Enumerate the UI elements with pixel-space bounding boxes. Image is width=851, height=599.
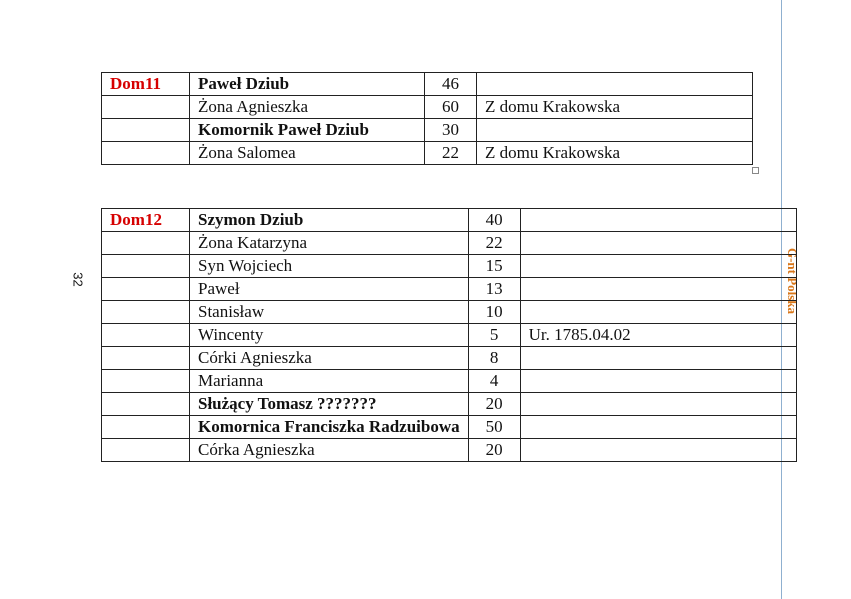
name-cell: Córka Agnieszka — [190, 439, 469, 462]
house-cell: Dom11 — [102, 73, 190, 96]
name-cell: Paweł — [190, 278, 469, 301]
house-cell — [102, 347, 190, 370]
table-row — [102, 324, 797, 347]
age-cell: 60 — [425, 96, 477, 119]
name-cell: Komornik Paweł Dziub — [190, 119, 425, 142]
table-row — [102, 301, 797, 324]
table-row — [102, 347, 797, 370]
age-cell: 5 — [468, 324, 520, 347]
age-cell: 10 — [468, 301, 520, 324]
table-row — [102, 416, 797, 439]
house-cell — [102, 232, 190, 255]
note-cell: Ur. 1785.04.02 — [520, 324, 796, 347]
house-cell — [102, 142, 190, 165]
age-cell: 46 — [425, 73, 477, 96]
age-cell: 15 — [468, 255, 520, 278]
note-cell — [520, 278, 796, 301]
note-cell — [477, 73, 753, 96]
note-cell — [520, 255, 796, 278]
age-cell: 22 — [425, 142, 477, 165]
side-label: G-nt Polska — [785, 247, 800, 315]
name-cell: Żona Katarzyna — [190, 232, 469, 255]
house-cell — [102, 96, 190, 119]
note-cell — [520, 232, 796, 255]
table-resize-handle[interactable] — [752, 167, 759, 174]
name-cell: Komornica Franciszka Radzuibowa — [190, 416, 469, 439]
table-row — [102, 73, 753, 96]
house-cell: Dom12 — [102, 209, 190, 232]
table-row — [102, 209, 797, 232]
name-cell: Żona Agnieszka — [190, 96, 425, 119]
note-cell — [477, 119, 753, 142]
house-cell — [102, 439, 190, 462]
age-cell: 22 — [468, 232, 520, 255]
household-table-1 — [101, 72, 753, 165]
age-cell: 40 — [468, 209, 520, 232]
name-cell: Paweł Dziub — [190, 73, 425, 96]
table-row — [102, 142, 753, 165]
note-cell — [520, 209, 796, 232]
age-cell: 30 — [425, 119, 477, 142]
table-row — [102, 232, 797, 255]
note-cell — [520, 393, 796, 416]
age-cell: 20 — [468, 439, 520, 462]
table-row — [102, 439, 797, 462]
table-row — [102, 96, 753, 119]
name-cell: Żona Salomea — [190, 142, 425, 165]
age-cell: 13 — [468, 278, 520, 301]
table-body — [102, 73, 753, 165]
age-cell: 20 — [468, 393, 520, 416]
name-cell: Służący Tomasz ??????? — [190, 393, 469, 416]
table-body — [102, 209, 797, 462]
name-cell: Stanisław — [190, 301, 469, 324]
house-cell — [102, 301, 190, 324]
age-cell: 4 — [468, 370, 520, 393]
house-cell — [102, 255, 190, 278]
note-cell: Z domu Krakowska — [477, 142, 753, 165]
age-cell: 50 — [468, 416, 520, 439]
note-cell: Z domu Krakowska — [477, 96, 753, 119]
note-cell — [520, 416, 796, 439]
name-cell: Wincenty — [190, 324, 469, 347]
household-table-2 — [101, 208, 797, 462]
note-cell — [520, 301, 796, 324]
table-row — [102, 119, 753, 142]
page-number: 32 — [70, 272, 86, 287]
table-row — [102, 393, 797, 416]
house-cell — [102, 393, 190, 416]
name-cell: Syn Wojciech — [190, 255, 469, 278]
age-cell: 8 — [468, 347, 520, 370]
house-cell — [102, 119, 190, 142]
house-cell — [102, 370, 190, 393]
name-cell: Marianna — [190, 370, 469, 393]
note-cell — [520, 370, 796, 393]
note-cell — [520, 347, 796, 370]
house-cell — [102, 324, 190, 347]
house-cell — [102, 416, 190, 439]
house-cell — [102, 278, 190, 301]
name-cell: Szymon Dziub — [190, 209, 469, 232]
name-cell: Córki Agnieszka — [190, 347, 469, 370]
table-row — [102, 278, 797, 301]
table-row — [102, 370, 797, 393]
table-row — [102, 255, 797, 278]
note-cell — [520, 439, 796, 462]
